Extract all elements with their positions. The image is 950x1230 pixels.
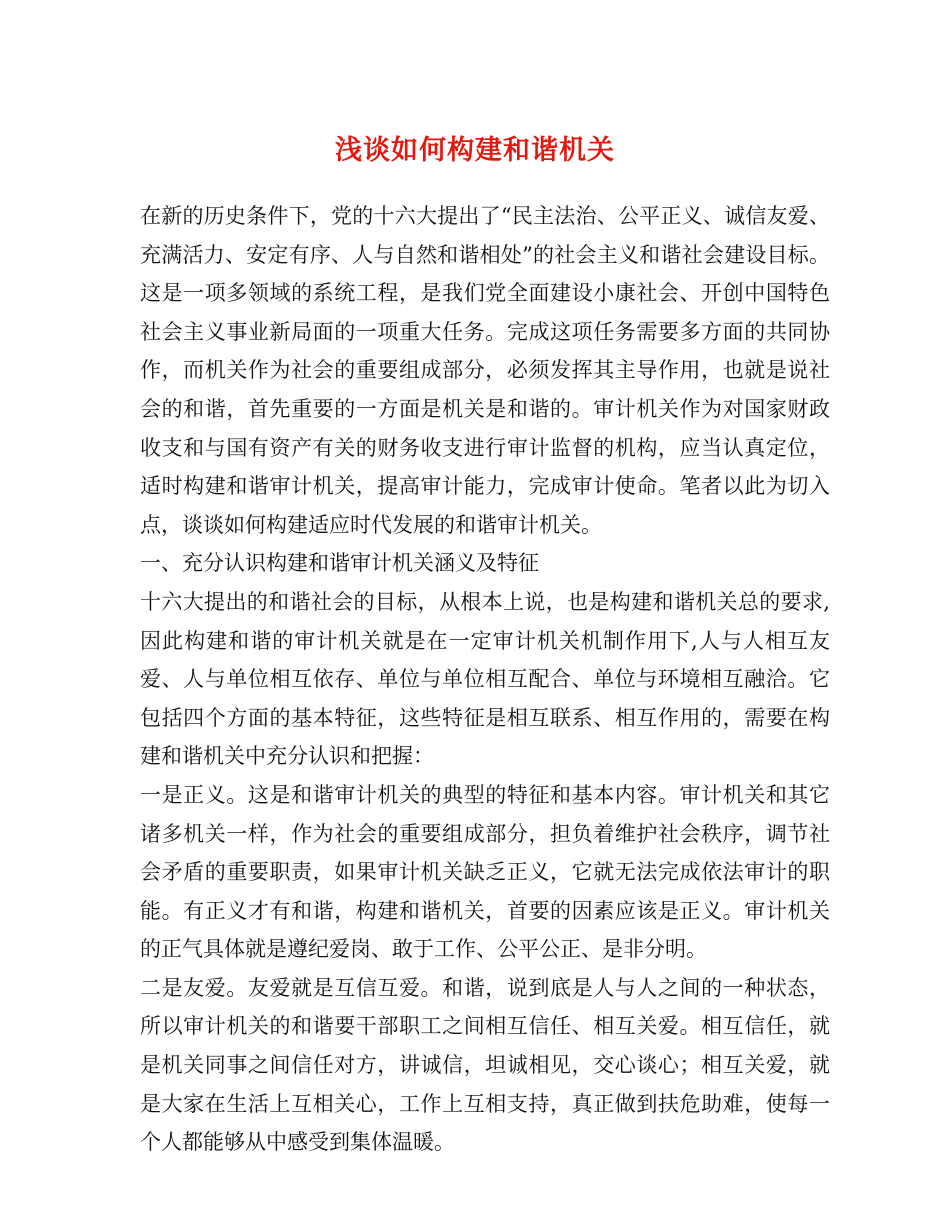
paragraph-definition: 十六大提出的和谐社会的目标，从根本上说，也是构建和谐机关总的要求,因此构建和谐的审计机关就是在一定审计机关机制作用下,人与人相互友爱、人与单位相互依存、单位与单位相互配合、单位与环境相互融洽。它包括四个方面的基本特征，这些特征是相互联系、相互作用的，需要在构建和谐机关中充分认识和把握：: [140, 589, 830, 769]
document-title: 浅谈如何构建和谐机关: [335, 135, 615, 166]
section-heading-1: 一、充分认识构建和谐审计机关涵义及特征: [140, 551, 539, 576]
document-body: [140, 197, 830, 1162]
paragraph-justice: 一是正义。这是和谐审计机关的典型的特征和基本内容。审计机关和其它诸多机关一样，作为社会的重要组成部分，担负着维护社会秩序，调节社会矛盾的重要职责，如果审计机关缺乏正义，它就无法完成依法审计的职能。有正义才有和谐，构建和谐机关，首要的因素应该是正义。审计机关的正气具体就是遵纪爱岗、敢于工作、公平公正、是非分明。: [140, 782, 830, 962]
paragraph-friendship: 二是友爱。友爱就是互信互爱。和谐，说到底是人与人之间的一种状态，所以审计机关的和谐要干部职工之间相互信任、相互关爱。相互信任，就是机关同事之间信任对方，讲诚信，坦诚相见，交心谈心；相互关爱，就是大家在生活上互相关心，工作上互相支持，真正做到扶危助难，使每一个人都能够从中感受到集体温暖。: [140, 975, 830, 1155]
paragraph-intro: 在新的历史条件下，党的十六大提出了“民主法治、公平正义、诚信友爱、充满活力、安定有序、人与自然和谐相处”的社会主义和谐社会建设目标。这是一项多领域的系统工程，是我们党全面建设小康社会、开创中国特色社会主义事业新局面的一项重大任务。完成这项任务需要多方面的共同协作，而机关作为社会的重要组成部分，必须发挥其主导作用，也就是说社会的和谐，首先重要的一方面是机关是和谐的。审计机关作为对国家财政收支和与国有资产有关的财务收支进行审计监督的机构，应当认真定位，适时构建和谐审计机关，提高审计能力，完成审计使命。笔者以此为切入点，谈谈如何构建适应时代发展的和谐审计机关。: [140, 204, 830, 537]
